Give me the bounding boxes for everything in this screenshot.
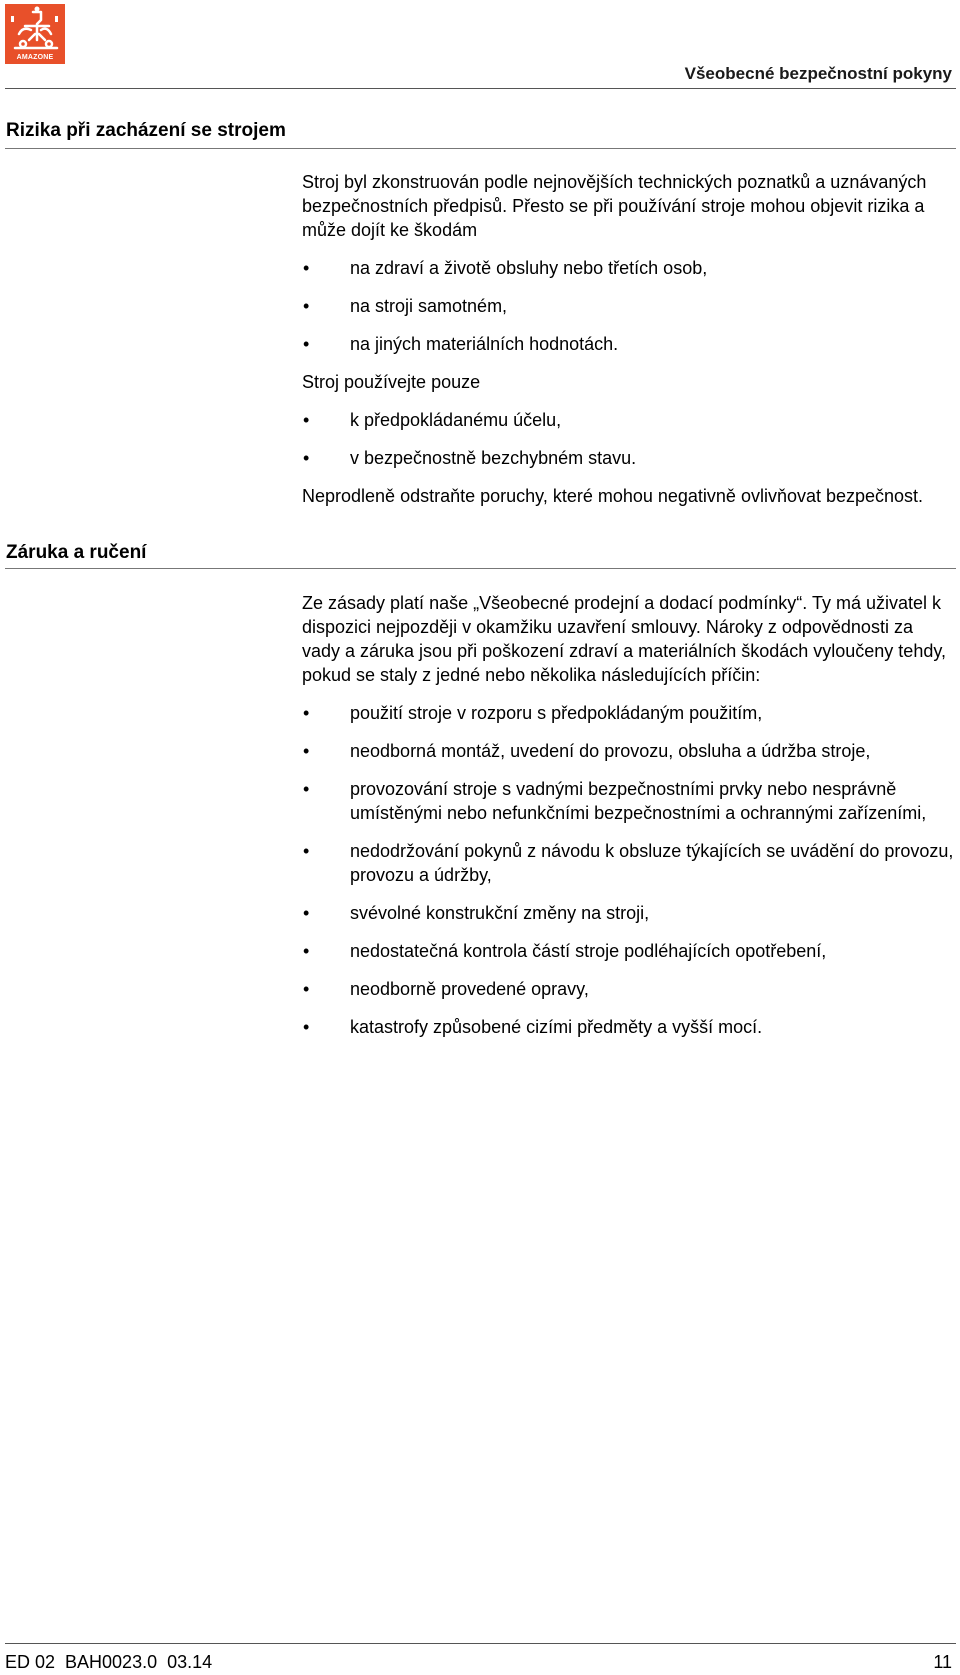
bullet-icon: •	[303, 334, 310, 354]
warranty-intro: Ze zásady platí naše „Všeobecné prodejní a dodací podmínky“. Ty má uživatel k dispozici nejpozději v okamžiku uzavření smlouvy. Nároky z odpovědnosti za vady a záruka jsou při poškození zdraví a materiálních škodách vyloučeny tehdy, pokud se staly z jedné nebo několika následujících příčin:	[302, 593, 947, 685]
sower-icon	[5, 4, 65, 54]
footer-rule	[5, 1643, 956, 1644]
bullet-icon: •	[303, 296, 310, 316]
list-item: • provozování stroje s vadnými bezpečnostními prvky nebo nesprávně umístěnými nebo nefunkčními bezpečnostními a ochrannými zařízeními,	[303, 779, 927, 823]
bullet-icon: •	[303, 410, 310, 430]
logo-text: AMAZONE	[16, 54, 54, 61]
list-item: • na zdraví a životě obsluhy nebo třetích osob,	[303, 258, 708, 278]
causes-list	[302, 701, 954, 1039]
list-item: • katastrofy způsobené cizími předměty a vyšší mocí.	[303, 1017, 763, 1037]
risks-intro: Stroj byl zkonstruován podle nejnovějších technických poznatků a uznávaných bezpečnostních předpisů. Přesto se při používání stroje mohou objevit rizika a může dojít ke škodám	[302, 172, 927, 240]
list-item: • nedostatečná kontrola částí stroje podléhajících opotřebení,	[303, 941, 827, 961]
list-item: • svévolné konstrukční změny na stroji,	[303, 903, 650, 923]
risks-list	[302, 256, 954, 356]
bullet-icon: •	[303, 1017, 310, 1037]
amazone-logo	[5, 4, 65, 64]
bullet-icon: •	[303, 703, 310, 723]
list-item: • na jiných materiálních hodnotách.	[303, 334, 619, 354]
section-risks-body	[302, 170, 954, 522]
bullet-icon: •	[303, 903, 310, 923]
bullet-icon: •	[303, 841, 310, 861]
use-list	[302, 408, 954, 470]
bullet-icon: •	[303, 258, 310, 278]
list-item: • nedodržování pokynů z návodu k obsluze týkajících se uvádění do provozu, provozu a údržby,	[303, 841, 954, 885]
header-rule	[5, 88, 956, 89]
bullet-icon: •	[303, 941, 310, 961]
page-number: 11	[933, 1652, 952, 1672]
list-item: • k předpokládanému účelu,	[303, 410, 562, 430]
bullet-icon: •	[303, 779, 310, 799]
section-warranty-body	[302, 591, 954, 1053]
bullet-icon: •	[303, 448, 310, 468]
section-rule	[5, 148, 956, 149]
section-rule	[5, 568, 956, 569]
section-heading-risks: Rizika při zacházení se strojem	[6, 120, 286, 141]
list-item: • použití stroje v rozporu s předpokládaným použitím,	[303, 703, 763, 723]
footer-doc-id: ED 02 BAH0023.0 03.14	[5, 1652, 213, 1672]
list-item: • neodborně provedené opravy,	[303, 979, 589, 999]
section-heading-warranty: Záruka a ručení	[6, 542, 147, 563]
bullet-icon: •	[303, 741, 310, 761]
use-intro: Stroj používejte pouze	[302, 372, 481, 392]
bullet-icon: •	[303, 979, 310, 999]
list-item: • neodborná montáž, uvedení do provozu, obsluha a údržba stroje,	[303, 741, 871, 761]
list-item: • na stroji samotném,	[303, 296, 508, 316]
page-header-title: Všeobecné bezpečnostní pokyny	[684, 64, 952, 83]
list-item: • v bezpečnostně bezchybném stavu.	[303, 448, 637, 468]
risks-closing: Neprodleně odstraňte poruchy, které mohou negativně ovlivňovat bezpečnost.	[302, 486, 924, 506]
